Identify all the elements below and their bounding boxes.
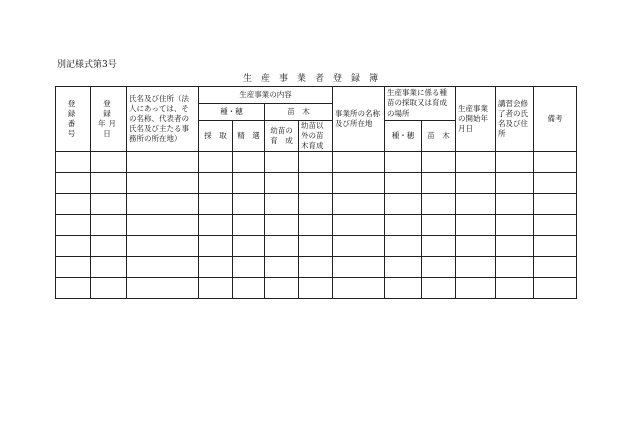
table-cell[interactable]	[333, 257, 385, 278]
table-cell[interactable]	[299, 278, 333, 299]
table-cell[interactable]	[233, 278, 265, 299]
table-cell[interactable]	[534, 257, 577, 278]
table-cell[interactable]	[422, 236, 456, 257]
table-cell[interactable]	[496, 173, 534, 194]
table-cell[interactable]	[199, 257, 233, 278]
table-cell[interactable]	[233, 173, 265, 194]
table-row	[56, 173, 577, 194]
table-cell[interactable]	[333, 194, 385, 215]
form-label: 別記様式第3号	[57, 60, 117, 70]
table-cell[interactable]	[91, 152, 127, 173]
table-cell[interactable]	[385, 173, 422, 194]
header-business-content: 生産事業の内容	[199, 87, 333, 104]
header-harvest-place: 生産事業に係る種苗の採取又は育成の場所	[385, 87, 456, 121]
table-cell[interactable]	[299, 257, 333, 278]
table-body	[56, 152, 577, 299]
table-cell[interactable]	[127, 278, 199, 299]
table-cell[interactable]	[127, 236, 199, 257]
table-cell[interactable]	[385, 152, 422, 173]
table-cell[interactable]	[534, 236, 577, 257]
table-cell[interactable]	[456, 152, 496, 173]
header-registration-date: 登 録 年月日	[91, 87, 127, 152]
table-cell[interactable]	[333, 152, 385, 173]
table-cell[interactable]	[91, 257, 127, 278]
header-harvest-seed-ear: 種・穂	[385, 121, 422, 152]
table-cell[interactable]	[333, 215, 385, 236]
table-cell[interactable]	[199, 278, 233, 299]
table-cell[interactable]	[56, 173, 91, 194]
table-cell[interactable]	[56, 152, 91, 173]
table-cell[interactable]	[127, 215, 199, 236]
table-cell[interactable]	[422, 194, 456, 215]
table-cell[interactable]	[534, 194, 577, 215]
header-selection: 精 選	[233, 121, 265, 152]
table-cell[interactable]	[422, 152, 456, 173]
header-harvest-seedling: 苗 木	[422, 121, 456, 152]
header-office-name: 事業所の名称及び所在地	[333, 87, 385, 152]
table-cell[interactable]	[265, 278, 299, 299]
table-cell[interactable]	[385, 194, 422, 215]
registry-table	[55, 86, 577, 299]
table-cell[interactable]	[91, 215, 127, 236]
header-harvest: 採 取	[199, 121, 233, 152]
table-cell[interactable]	[265, 236, 299, 257]
table-cell[interactable]	[56, 278, 91, 299]
table-cell[interactable]	[496, 152, 534, 173]
table-cell[interactable]	[265, 173, 299, 194]
table-cell[interactable]	[456, 194, 496, 215]
table-cell[interactable]	[385, 257, 422, 278]
table-cell[interactable]	[299, 152, 333, 173]
table-cell[interactable]	[422, 278, 456, 299]
table-cell[interactable]	[496, 194, 534, 215]
table-cell[interactable]	[233, 236, 265, 257]
table-cell[interactable]	[91, 278, 127, 299]
table-cell[interactable]	[91, 173, 127, 194]
table-cell[interactable]	[56, 215, 91, 236]
table-cell[interactable]	[127, 194, 199, 215]
table-cell[interactable]	[422, 215, 456, 236]
table-cell[interactable]	[265, 152, 299, 173]
table-cell[interactable]	[199, 152, 233, 173]
table-cell[interactable]	[456, 236, 496, 257]
table-cell[interactable]	[385, 278, 422, 299]
table-cell[interactable]	[265, 194, 299, 215]
table-cell[interactable]	[385, 236, 422, 257]
table-cell[interactable]	[456, 215, 496, 236]
table-row	[56, 257, 577, 278]
table-cell[interactable]	[333, 173, 385, 194]
table-cell[interactable]	[422, 257, 456, 278]
header-seedling: 苗 木	[265, 104, 333, 121]
header-non-young-seedling: 幼苗以外の苗木育成	[299, 121, 333, 152]
table-cell[interactable]	[233, 194, 265, 215]
table-cell[interactable]	[496, 278, 534, 299]
table-row	[56, 278, 577, 299]
table-cell[interactable]	[333, 278, 385, 299]
header-start-date: 生産事業の開始年月日	[456, 87, 496, 152]
header-registration-no: 登 録 番 号	[56, 87, 91, 152]
table-cell[interactable]	[299, 236, 333, 257]
table-cell[interactable]	[534, 152, 577, 173]
table-cell[interactable]	[265, 257, 299, 278]
table-cell[interactable]	[496, 236, 534, 257]
table-cell[interactable]	[265, 215, 299, 236]
header-remarks: 備考	[534, 87, 577, 152]
table-cell[interactable]	[127, 257, 199, 278]
table-cell[interactable]	[199, 194, 233, 215]
header-name-address: 氏名及び住所（法人にあっては、その名称、代表者の氏名及び主たる事務所の所在地）	[127, 87, 199, 152]
table-row	[56, 152, 577, 173]
table-cell[interactable]	[534, 278, 577, 299]
table-cell[interactable]	[299, 194, 333, 215]
form-title	[0, 71, 630, 84]
table-cell[interactable]	[127, 152, 199, 173]
table-cell[interactable]	[333, 236, 385, 257]
table-cell[interactable]	[56, 236, 91, 257]
table-cell[interactable]	[91, 194, 127, 215]
table-cell[interactable]	[199, 173, 233, 194]
header-trainee: 講習会修了者の氏名及び住所	[496, 87, 534, 152]
table-cell[interactable]	[127, 173, 199, 194]
table-cell[interactable]	[496, 257, 534, 278]
table-cell[interactable]	[422, 173, 456, 194]
form-title-text: 生産事業者登録簿	[242, 74, 387, 84]
table-row	[56, 236, 577, 257]
table-cell[interactable]	[299, 215, 333, 236]
table-cell[interactable]	[199, 236, 233, 257]
table-cell[interactable]	[534, 215, 577, 236]
header-young-seedling: 幼苗の 育 成	[265, 121, 299, 152]
table-cell[interactable]	[534, 173, 577, 194]
table-cell[interactable]	[456, 278, 496, 299]
table-cell[interactable]	[233, 257, 265, 278]
table-cell[interactable]	[91, 236, 127, 257]
table-cell[interactable]	[299, 173, 333, 194]
table-cell[interactable]	[233, 215, 265, 236]
table-cell[interactable]	[56, 194, 91, 215]
table-row	[56, 215, 577, 236]
table-cell[interactable]	[496, 215, 534, 236]
table-cell[interactable]	[199, 215, 233, 236]
table-cell[interactable]	[456, 173, 496, 194]
table-cell[interactable]	[56, 257, 91, 278]
table-cell[interactable]	[233, 152, 265, 173]
table-row	[56, 194, 577, 215]
table-cell[interactable]	[456, 257, 496, 278]
table-cell[interactable]	[385, 215, 422, 236]
header-seed-ear: 種・穂	[199, 104, 265, 121]
